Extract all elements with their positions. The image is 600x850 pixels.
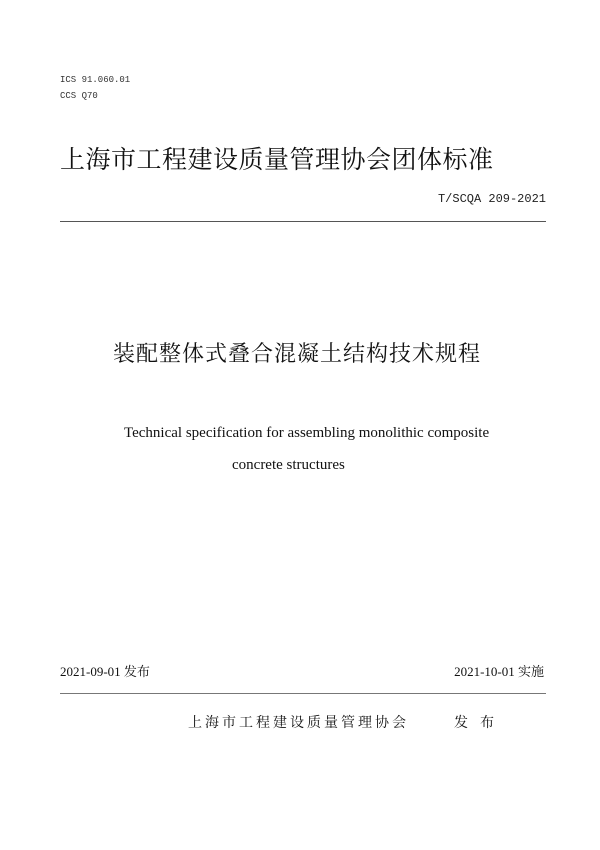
issue-date: 2021-09-01 发布 [60,664,150,679]
classification-codes [60,72,130,104]
ccs-code: CCS Q70 [60,91,98,101]
document-title-zh: 装配整体式叠合混凝土结构技术规程 [112,342,481,367]
ics-code: ICS 91.060.01 [60,75,131,85]
document-title-en-line1: Technical specification for assembling monolithic composite [124,425,490,441]
document-title-en-line2: concrete structures [232,457,345,473]
publisher-name: 上海市工程建设质量管理协会 [188,715,409,731]
publish-label: 发布 [454,715,506,731]
organization-standard-title: 上海市工程建设质量管理协会团体标准 [60,145,494,174]
standard-number: T/SCQA 209-2021 [437,192,546,206]
footer-divider [60,693,546,694]
implementation-date: 2021-10-01 实施 [454,664,544,679]
header-divider [60,221,546,222]
